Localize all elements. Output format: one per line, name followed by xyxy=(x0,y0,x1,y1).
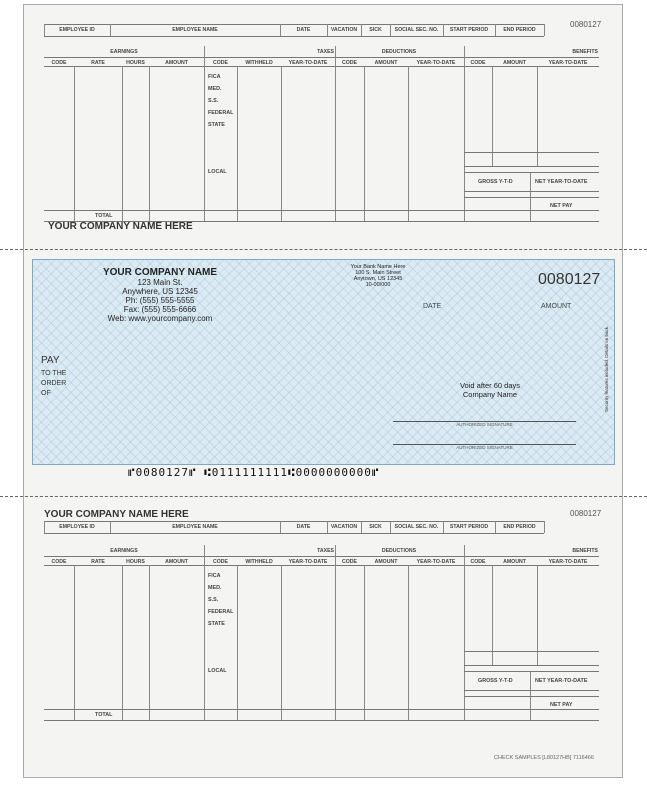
b-grp-deductions: DEDUCTIONS xyxy=(381,548,417,554)
b-col-ded-ytd: YEAR-TO-DATE xyxy=(416,559,456,565)
b-hdr-sick: SICK xyxy=(369,524,382,530)
b-hdr-start-period: START PERIOD xyxy=(449,524,489,530)
signature-caption-1: AUTHORIZED SIGNATURE xyxy=(456,422,513,427)
col-hours: HOURS xyxy=(126,60,145,66)
net-ytd-label: NET YEAR-TO-DATE xyxy=(535,179,588,185)
b-col-tax-ytd: YEAR-TO-DATE xyxy=(288,559,328,565)
b-net-pay-label: NET PAY xyxy=(550,702,573,708)
grp-taxes: TAXES xyxy=(317,49,334,55)
hdr-employee-id: EMPLOYEE ID xyxy=(59,27,95,33)
b-hdr-ssn: SOCIAL SEC. NO. xyxy=(394,524,439,530)
b-hdr-vacation: VACATION xyxy=(330,524,358,530)
bottom-stub-check-number: 0080127 xyxy=(570,509,602,518)
security-note: Security features included. Details on back. xyxy=(604,325,609,412)
amount-label: AMOUNT xyxy=(541,303,572,310)
bank-city: Anytown, US 12345 xyxy=(353,276,403,282)
tax-code-federal: FEDERAL xyxy=(208,110,234,116)
b-col-amount: AMOUNT xyxy=(165,559,188,565)
b-col-code: CODE xyxy=(51,559,67,565)
perforation-top xyxy=(0,249,647,250)
b-col-withheld: WITHHELD xyxy=(245,559,273,565)
top-stub-check-number: 0080127 xyxy=(570,20,602,29)
check-address-1: 123 Main St. xyxy=(137,278,183,287)
b-tax-code-federal: FEDERAL xyxy=(208,609,234,615)
order-label: ORDER xyxy=(41,380,67,387)
b-col-ded-amount: AMOUNT xyxy=(374,559,398,565)
col-tax-code: CODE xyxy=(213,60,228,66)
tax-code-ss: S.S. xyxy=(208,98,219,104)
col-withheld: WITHHELD xyxy=(245,60,273,66)
b-net-ytd-label: NET YEAR-TO-DATE xyxy=(535,678,588,684)
check-phone: Ph: (555) 555-5555 xyxy=(125,296,195,305)
net-pay-label: NET PAY xyxy=(550,203,573,209)
tax-code-med: MED. xyxy=(208,86,222,92)
b-total-label: TOTAL xyxy=(95,712,113,718)
bank-fraction: 10-00/000 xyxy=(365,282,391,288)
col-tax-ytd: YEAR-TO-DATE xyxy=(288,60,328,66)
b-col-rate: RATE xyxy=(91,559,105,565)
col-ben-code: CODE xyxy=(470,60,486,66)
b-grp-earnings: EARNINGS xyxy=(110,548,138,554)
hdr-sick: SICK xyxy=(369,27,382,33)
b-hdr-end-period: END PERIOD xyxy=(503,524,536,530)
tax-code-fica: FICA xyxy=(208,74,221,80)
b-col-ben-ytd: YEAR-TO-DATE xyxy=(548,559,588,565)
hdr-ssn: SOCIAL SEC. NO. xyxy=(394,27,439,33)
check-company-name: YOUR COMPANY NAME xyxy=(102,267,218,278)
b-hdr-employee-name: EMPLOYEE NAME xyxy=(172,524,218,530)
b-col-ben-code: CODE xyxy=(470,559,486,565)
check-web: Web: www.yourcompany.com xyxy=(107,314,213,323)
total-label: TOTAL xyxy=(95,213,113,219)
to-the-label: TO THE xyxy=(41,370,67,377)
b-tax-code-med: MED. xyxy=(208,585,222,591)
hdr-employee-name: EMPLOYEE NAME xyxy=(172,27,218,33)
check-address-2: Anywhere, US 12345 xyxy=(122,287,198,296)
b-col-ded-code: CODE xyxy=(342,559,357,565)
grp-deductions: DEDUCTIONS xyxy=(381,49,417,55)
perforation-bottom xyxy=(0,496,647,497)
b-grp-benefits: BENEFITS xyxy=(572,548,598,554)
bank-address: 100 S. Main Street xyxy=(355,270,401,276)
of-label: OF xyxy=(41,390,51,397)
b-col-hours: HOURS xyxy=(126,559,145,565)
col-amount: AMOUNT xyxy=(165,60,188,66)
col-ded-ytd: YEAR-TO-DATE xyxy=(416,60,456,66)
bottom-company-name: YOUR COMPANY NAME HERE xyxy=(44,509,189,520)
b-tax-code-local: LOCAL xyxy=(208,668,227,674)
col-ben-amount: AMOUNT xyxy=(503,60,526,66)
b-col-ben-amount: AMOUNT xyxy=(503,559,526,565)
check-fax: Fax: (555) 555-6666 xyxy=(123,305,197,314)
hdr-end-period: END PERIOD xyxy=(503,27,536,33)
b-tax-code-ss: S.S. xyxy=(208,597,219,603)
tax-code-state: STATE xyxy=(208,122,225,128)
hdr-vacation: VACATION xyxy=(330,27,358,33)
bank-name: Your Bank Name Here xyxy=(350,264,406,270)
hdr-date: DATE xyxy=(296,27,311,33)
date-label: DATE xyxy=(423,303,442,310)
gross-ytd-label: GROSS Y-T-D xyxy=(478,179,513,185)
b-hdr-date: DATE xyxy=(296,524,311,530)
check-number: 0080127 xyxy=(538,271,601,288)
micr-line: ⑈0080127⑈ ⑆0111111111⑆0000000000⑈ xyxy=(128,466,380,479)
pay-label: PAY xyxy=(41,355,60,366)
b-hdr-employee-id: EMPLOYEE ID xyxy=(59,524,95,530)
top-company-name: YOUR COMPANY NAME HERE xyxy=(48,221,193,232)
b-gross-ytd-label: GROSS Y-T-D xyxy=(478,678,513,684)
signature-caption-2: AUTHORIZED SIGNATURE xyxy=(456,445,513,450)
b-tax-code-state: STATE xyxy=(208,621,225,627)
b-grp-taxes: TAXES xyxy=(317,548,334,554)
col-code: CODE xyxy=(51,60,67,66)
grp-benefits: BENEFITS xyxy=(572,49,598,55)
col-ben-ytd: YEAR-TO-DATE xyxy=(548,60,588,66)
b-col-tax-code: CODE xyxy=(213,559,228,565)
col-ded-code: CODE xyxy=(342,60,357,66)
b-tax-code-fica: FICA xyxy=(208,573,221,579)
hdr-start-period: START PERIOD xyxy=(449,27,489,33)
void-text: Void after 60 days xyxy=(459,381,521,390)
sample-code: CHECK SAMPLES [L80127HB] 7116466 xyxy=(494,755,594,761)
col-rate: RATE xyxy=(91,60,105,66)
tax-code-local: LOCAL xyxy=(208,169,227,175)
void-company: Company Name xyxy=(462,390,518,399)
col-ded-amount: AMOUNT xyxy=(374,60,398,66)
grp-earnings: EARNINGS xyxy=(110,49,138,55)
